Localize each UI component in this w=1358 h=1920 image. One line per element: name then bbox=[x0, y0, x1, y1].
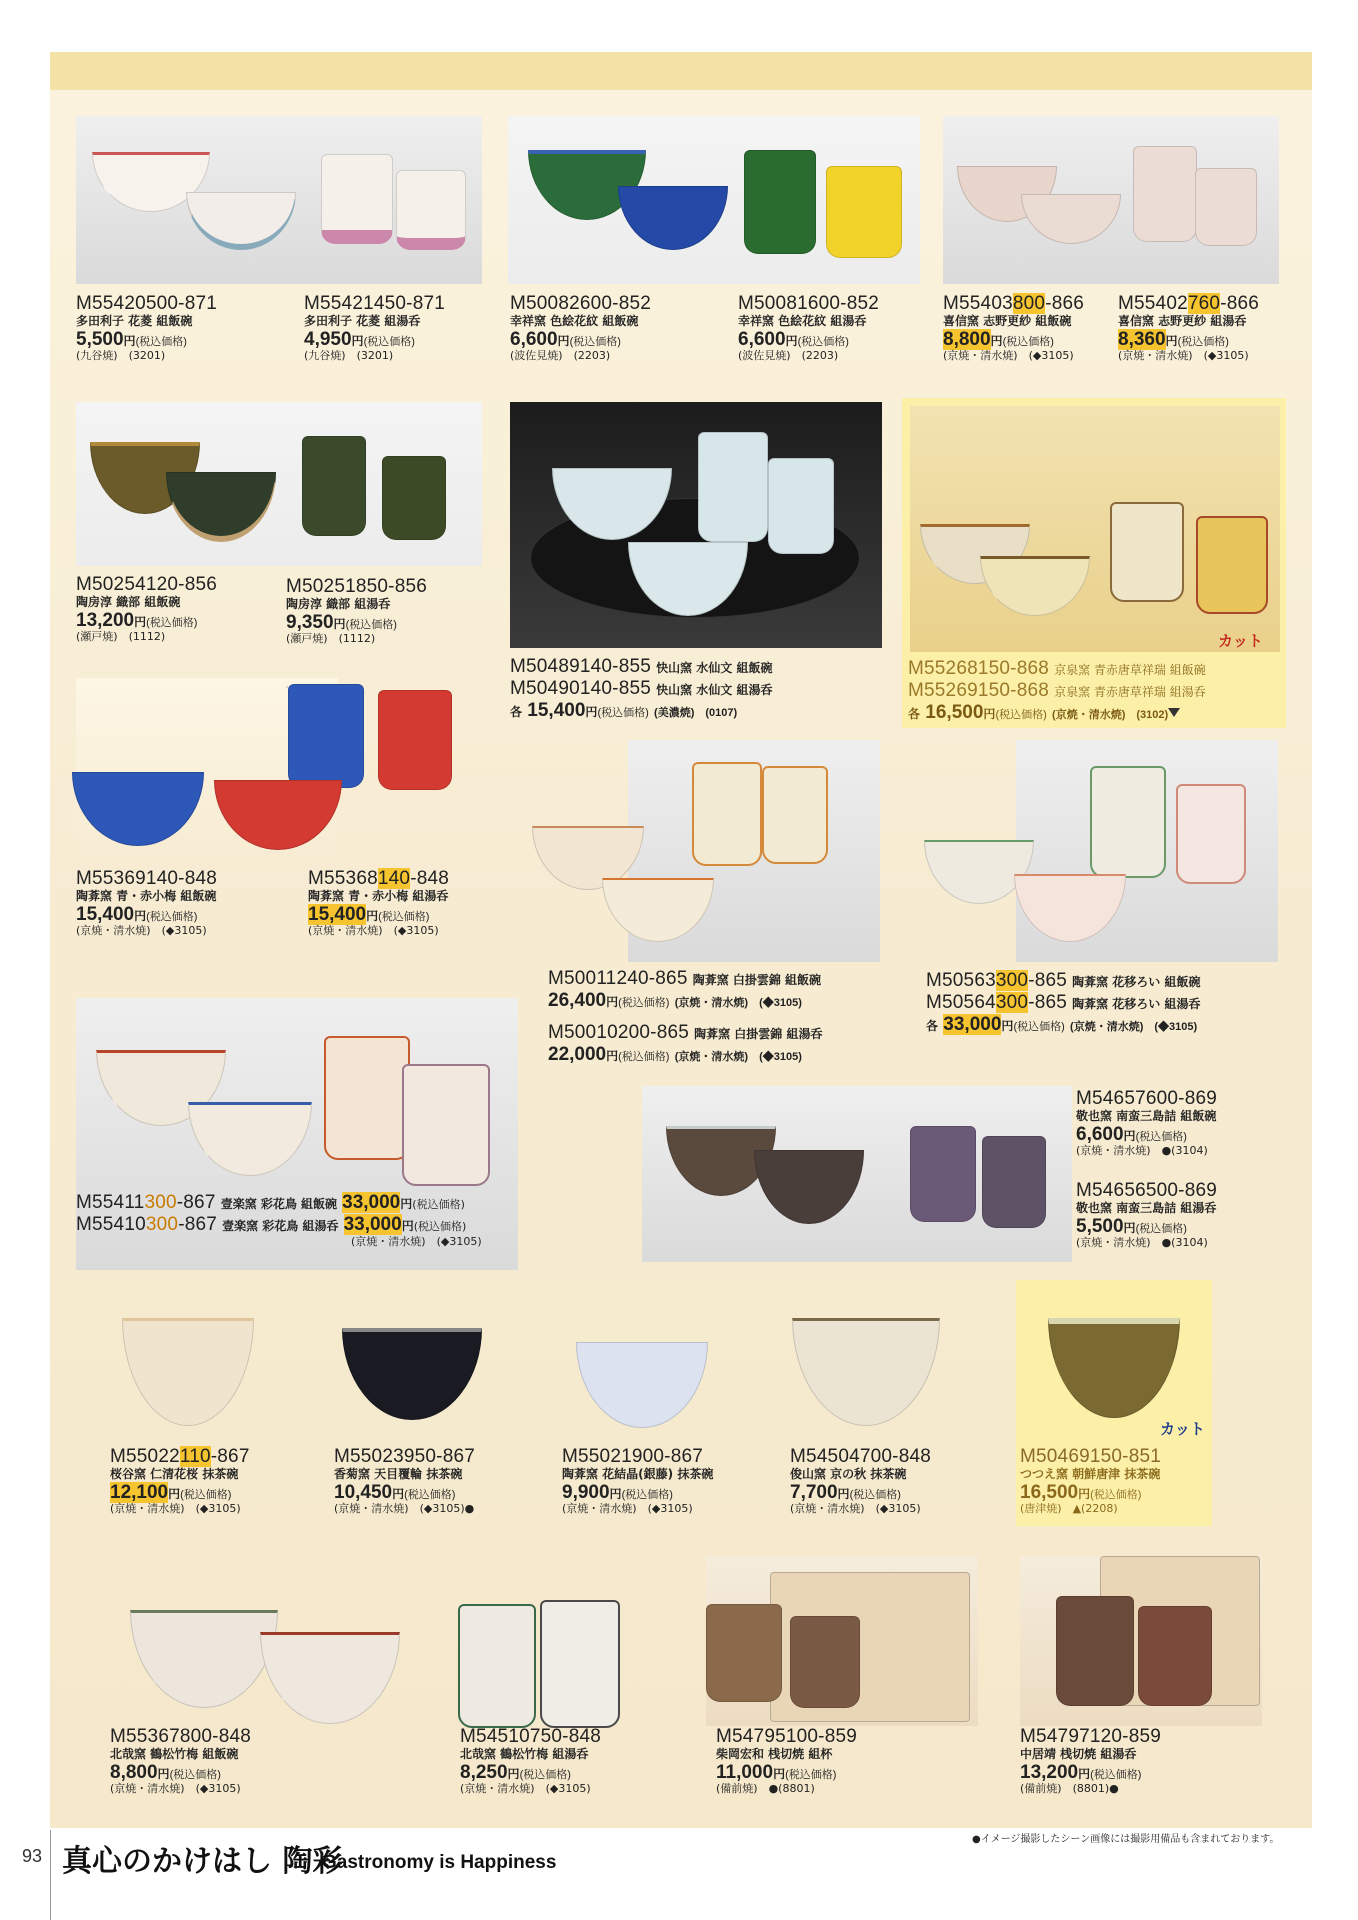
product-M55421450: M55421450-871 多田利子 花菱 組湯呑 4,950円(税込価格) (九谷焼) (3201) bbox=[304, 293, 445, 363]
product-M50254120: M50254120-856 陶房淳 織部 組飯碗 13,200円(税込価格) (瀬戸焼) (1112) bbox=[76, 574, 217, 644]
product-M55268150-set: M55268150-868 京泉窯 青赤唐草祥瑞 組飯碗 M55269150-868 京泉窯 青赤唐草祥瑞 組湯呑 各 16,500円(税込価格) (京焼・清水焼) (3102) bbox=[908, 658, 1206, 723]
product-origin: (瀬戸焼) (1112) bbox=[286, 632, 376, 646]
product-price: 13,200 bbox=[76, 609, 135, 631]
product-price: 8,800 bbox=[943, 328, 991, 350]
product-origin: (瀬戸焼) (1112) bbox=[76, 630, 166, 644]
product-origin: (京焼・清水焼) (◆3105) bbox=[76, 924, 207, 938]
product-code: M50489140-855 bbox=[510, 656, 651, 677]
product-name: 多田利子 花菱 組湯呑 bbox=[304, 313, 421, 328]
product-code: M55268150-868 bbox=[908, 658, 1049, 679]
product-code: M55368140-848 bbox=[308, 868, 450, 889]
product-code: M54657600-869 bbox=[1076, 1088, 1217, 1109]
product-name: 幸祥窯 色絵花紋 組湯呑 bbox=[738, 313, 867, 328]
product-name: 陶葊窯 花結晶(銀藤) 抹茶碗 bbox=[562, 1466, 714, 1481]
product-price: 26,400 bbox=[548, 989, 607, 1011]
product-M55403800: M55403800-866 喜信窯 志野更紗 組飯碗 8,800円(税込価格) (京焼・清水焼) (◆3105) bbox=[943, 293, 1085, 363]
product-origin: (京焼・清水焼) ●(3104) bbox=[1076, 1236, 1208, 1250]
product-price: 6,600 bbox=[510, 328, 558, 350]
product-code: M50251850-856 bbox=[286, 576, 427, 597]
product-M55367800: M55367800-848 北哉窯 鶴松竹梅 組飯碗 8,800円(税込価格) (京焼・清水焼) (◆3105) bbox=[110, 1726, 251, 1796]
product-M50469150: M50469150-851 つつえ窯 朝鮮唐津 抹茶碗 16,500円(税込価格) (唐津焼) ▲(2208) bbox=[1020, 1446, 1161, 1516]
product-origin: (唐津焼) ▲(2208) bbox=[1020, 1502, 1118, 1516]
product-code: M55402760-866 bbox=[1118, 293, 1260, 314]
product-M55402760: M55402760-866 喜信窯 志野更紗 組湯呑 8,360円(税込価格) (京焼・清水焼) (◆3105) bbox=[1118, 293, 1260, 363]
product-code: M50011240-865 bbox=[548, 968, 688, 989]
product-origin: (京焼・清水焼) (◆3105) bbox=[790, 1502, 921, 1516]
product-code: M55269150-868 bbox=[908, 679, 1049, 701]
product-code: M55421450-871 bbox=[304, 293, 445, 314]
product-name: 桜谷窯 仁清花桜 抹茶碗 bbox=[110, 1466, 239, 1481]
product-photo-suisen bbox=[510, 402, 882, 648]
product-name: 柴岡宏和 桟切焼 組杯 bbox=[716, 1746, 833, 1761]
product-code: M50564300-865 bbox=[926, 991, 1068, 1013]
product-code: M54504700-848 bbox=[790, 1446, 931, 1467]
product-price: 12,100 bbox=[110, 1481, 169, 1503]
product-M50082600: M50082600-852 幸祥窯 色絵花紋 組飯碗 6,600円(税込価格) (波佐見焼) (2203) bbox=[510, 293, 651, 363]
product-code: M55023950-867 bbox=[334, 1446, 475, 1467]
product-code: M50563300-865 bbox=[926, 970, 1068, 991]
product-code: M54797120-859 bbox=[1020, 1726, 1161, 1747]
product-M50563300-set: M50563300-865 陶葊窯 花移ろい 組飯碗 M50564300-865 陶葊窯 花移ろい 組湯呑 各 33,000円(税込価格) (京焼・清水焼) (◆3105) bbox=[926, 970, 1201, 1035]
product-M50489140-set: M50489140-855 快山窯 水仙文 組飯碗 M50490140-855 快山窯 水仙文 組湯呑 各 15,400円(税込価格) (美濃焼) (0107) bbox=[510, 656, 773, 721]
product-M55420500: M55420500-871 多田利子 花菱 組飯碗 5,500円(税込価格) (九谷焼) (3201) bbox=[76, 293, 217, 363]
product-photo-iroe-kamon bbox=[508, 116, 920, 284]
product-origin: (美濃焼) (0107) bbox=[654, 706, 738, 719]
product-name: 陶葊窯 白掛雲錦 組飯碗 bbox=[692, 973, 822, 987]
product-price: 15,400 bbox=[76, 903, 135, 925]
footer-divider bbox=[50, 1830, 51, 1920]
product-price: 15,400 bbox=[527, 699, 586, 721]
product-price: 13,200 bbox=[1020, 1761, 1079, 1783]
product-price: 5,500 bbox=[76, 328, 124, 350]
product-origin: (京焼・清水焼) (3102) bbox=[1052, 708, 1169, 721]
product-name: 敬也窯 南蛮三島詰 組飯碗 bbox=[1076, 1108, 1217, 1123]
product-name: 北哉窯 鶴松竹梅 組飯碗 bbox=[110, 1746, 239, 1761]
product-name: 陶葊窯 花移ろい 組湯呑 bbox=[1072, 996, 1201, 1011]
product-price: 8,800 bbox=[110, 1761, 158, 1783]
product-origin: (京焼・清水焼) (◆3105) bbox=[562, 1502, 693, 1516]
product-M55368140: M55368140-848 陶葊窯 青・赤小梅 組湯呑 15,400円(税込価格) (京焼・清水焼) (◆3105) bbox=[308, 868, 450, 938]
product-code: M50082600-852 bbox=[510, 293, 651, 314]
product-code: M50254120-856 bbox=[76, 574, 217, 595]
product-price: 33,000 bbox=[943, 1013, 1002, 1035]
product-origin: (備前焼) ●(8801) bbox=[716, 1782, 815, 1796]
product-code: M55403800-866 bbox=[943, 293, 1085, 314]
product-price: 10,450 bbox=[334, 1481, 393, 1503]
product-origin: (京焼・清水焼) (◆3105) bbox=[110, 1502, 241, 1516]
product-M54795100: M54795100-859 柴岡宏和 桟切焼 組杯 11,000円(税込価格) (備前焼) ●(8801) bbox=[716, 1726, 857, 1796]
product-name: 陶葊窯 青・赤小梅 組湯呑 bbox=[308, 888, 449, 903]
product-origin: (京焼・清水焼) (◆3105) bbox=[943, 349, 1074, 363]
product-code: M55411300-867 bbox=[76, 1192, 216, 1213]
cut-label: カット bbox=[1218, 632, 1263, 650]
product-origin: (京焼・清水焼) (◆3105) bbox=[460, 1782, 591, 1796]
product-name: 喜信窯 志野更紗 組飯碗 bbox=[943, 313, 1072, 328]
product-M55023950: M55023950-867 香菊窯 天目覆輪 抹茶碗 10,450円(税込価格) (京焼・清水焼) (◆3105)● bbox=[334, 1446, 475, 1516]
cup-kakumatsu-2 bbox=[540, 1600, 620, 1728]
product-code: M50081600-852 bbox=[738, 293, 879, 314]
product-name: 陶葊窯 白掛雲錦 組湯呑 bbox=[694, 1027, 823, 1041]
product-price: 16,500 bbox=[925, 701, 984, 723]
product-code: M55420500-871 bbox=[76, 293, 217, 314]
product-M55369140: M55369140-848 陶葊窯 青・赤小梅 組飯碗 15,400円(税込価格) (京焼・清水焼) (◆3105) bbox=[76, 868, 217, 938]
product-code: M55022110-867 bbox=[110, 1446, 250, 1467]
page-number: 93 bbox=[22, 1846, 43, 1866]
product-price: 9,900 bbox=[562, 1481, 610, 1503]
product-origin: (京焼・清水焼) (◆3105)● bbox=[334, 1502, 475, 1516]
product-name: 快山窯 水仙文 組湯呑 bbox=[656, 682, 773, 697]
product-price: 7,700 bbox=[790, 1481, 838, 1503]
product-name: 陶房淳 織部 組湯呑 bbox=[286, 596, 391, 611]
header-band bbox=[50, 52, 1312, 90]
product-photo-sangiri-hai bbox=[706, 1556, 978, 1726]
product-price: 6,600 bbox=[1076, 1123, 1124, 1145]
product-name: 快山窯 水仙文 組飯碗 bbox=[656, 661, 773, 675]
product-name: 敬也窯 南蛮三島詰 組湯呑 bbox=[1076, 1200, 1217, 1215]
product-M50251850: M50251850-856 陶房淳 織部 組湯呑 9,350円(税込価格) (瀬戸焼) (1112) bbox=[286, 576, 427, 646]
product-origin: (京焼・清水焼) (◆3105) bbox=[308, 924, 439, 938]
product-origin: (京焼・清水焼) (◆3105) bbox=[110, 1782, 241, 1796]
product-M54504700: M54504700-848 俊山窯 京の秋 抹茶碗 7,700円(税込価格) (京焼・清水焼) (◆3105) bbox=[790, 1446, 931, 1516]
product-code: M50010200-865 bbox=[548, 1022, 689, 1043]
product-name: 北哉窯 鶴松竹梅 組湯呑 bbox=[460, 1746, 589, 1761]
product-price: 8,250 bbox=[460, 1761, 508, 1783]
product-name: 陶房淳 織部 組飯碗 bbox=[76, 594, 181, 609]
product-name: 壹楽窯 彩花鳥 組湯呑 bbox=[222, 1218, 339, 1233]
tagline: Gastronomy is Happiness bbox=[322, 1852, 557, 1873]
product-code: M54510750-848 bbox=[460, 1726, 601, 1747]
product-name: 香菊窯 天目覆輪 抹茶碗 bbox=[334, 1466, 463, 1481]
product-M54657600: M54657600-869 敬也窯 南蛮三島詰 組飯碗 6,600円(税込価格) (京焼・清水焼) ●(3104) bbox=[1076, 1088, 1217, 1158]
triangle-down-icon bbox=[1168, 708, 1180, 717]
product-code: M55367800-848 bbox=[110, 1726, 251, 1747]
product-code: M54795100-859 bbox=[716, 1726, 857, 1747]
cut-label: カット bbox=[1160, 1420, 1205, 1438]
product-name: 俊山窯 京の秋 抹茶碗 bbox=[790, 1466, 907, 1481]
product-price: 16,500 bbox=[1020, 1481, 1079, 1503]
product-price: 33,000 bbox=[342, 1192, 401, 1213]
product-origin: (京焼・清水焼) (◆3105) bbox=[674, 1050, 802, 1063]
product-M55411300-set: M55411300-867 壹楽窯 彩花鳥 組飯碗 33,000円(税込価格) M55410300-867 壹楽窯 彩花鳥 組湯呑 33,000円(税込価格) (京焼・清水焼) (◆3105) bbox=[76, 1192, 482, 1248]
product-price: 11,000 bbox=[716, 1761, 774, 1783]
cup-red-plum bbox=[378, 690, 452, 790]
product-name: 陶葊窯 花移ろい 組飯碗 bbox=[1072, 975, 1201, 989]
product-price: 6,600 bbox=[738, 328, 786, 350]
product-name: 喜信窯 志野更紗 組湯呑 bbox=[1118, 313, 1247, 328]
product-M54797120: M54797120-859 中居靖 桟切焼 組湯呑 13,200円(税込価格) (備前焼) (8801)● bbox=[1020, 1726, 1161, 1796]
product-M50011240: M50011240-865 陶葊窯 白掛雲錦 組飯碗 26,400円(税込価格) (京焼・清水焼) (◆3105) bbox=[548, 968, 822, 1011]
product-name: 陶葊窯 青・赤小梅 組飯碗 bbox=[76, 888, 217, 903]
product-photo-nanban-mishima bbox=[642, 1086, 1072, 1262]
product-name: 壹楽窯 彩花鳥 組飯碗 bbox=[220, 1197, 338, 1211]
product-origin: (波佐見焼) (2203) bbox=[738, 349, 839, 363]
product-origin: (京焼・清水焼) ●(3104) bbox=[1076, 1144, 1208, 1158]
product-origin: (京焼・清水焼) (◆3105) bbox=[351, 1234, 482, 1248]
product-price: 22,000 bbox=[548, 1043, 607, 1065]
product-photo-shino-sarasa bbox=[943, 116, 1279, 284]
product-code: M55369140-848 bbox=[76, 868, 217, 889]
product-code: M55410300-867 bbox=[76, 1213, 218, 1235]
product-origin: (京焼・清水焼) (◆3105) bbox=[1070, 1020, 1198, 1033]
product-code: M50469150-851 bbox=[1020, 1446, 1161, 1467]
product-name: 中居靖 桟切焼 組湯呑 bbox=[1020, 1746, 1137, 1761]
product-M55021900: M55021900-867 陶葊窯 花結晶(銀藤) 抹茶碗 9,900円(税込価格) (京焼・清水焼) (◆3105) bbox=[562, 1446, 714, 1516]
product-name: 多田利子 花菱 組飯碗 bbox=[76, 313, 193, 328]
product-photo-sangiri-yunomi bbox=[1020, 1556, 1262, 1726]
product-price: 8,360 bbox=[1118, 328, 1166, 350]
product-code: M54656500-869 bbox=[1076, 1180, 1217, 1201]
product-M55022110: M55022110-867 桜谷窯 仁清花桜 抹茶碗 12,100円(税込価格) (京焼・清水焼) (◆3105) bbox=[110, 1446, 250, 1516]
product-origin: (京焼・清水焼) (◆3105) bbox=[1118, 349, 1249, 363]
product-code: M55021900-867 bbox=[562, 1446, 703, 1467]
product-photo-hanabishi bbox=[76, 116, 482, 284]
product-price: 33,000 bbox=[343, 1213, 402, 1235]
product-origin: (京焼・清水焼) (◆3105) bbox=[674, 996, 802, 1009]
product-price: 4,950 bbox=[304, 328, 352, 350]
cup-kakumatsu-1 bbox=[458, 1604, 536, 1728]
product-price: 9,350 bbox=[286, 611, 334, 633]
product-name: つつえ窯 朝鮮唐津 抹茶碗 bbox=[1020, 1466, 1161, 1481]
product-origin: (九谷焼) (3201) bbox=[304, 349, 394, 363]
product-price: 15,400 bbox=[308, 903, 367, 925]
product-origin: (波佐見焼) (2203) bbox=[510, 349, 611, 363]
product-origin: (九谷焼) (3201) bbox=[76, 349, 166, 363]
product-name: 京泉窯 青赤唐草祥瑞 組湯呑 bbox=[1054, 684, 1206, 699]
cup-blue-plum bbox=[288, 684, 364, 788]
product-name: 京泉窯 青赤唐草祥瑞 組飯碗 bbox=[1054, 663, 1206, 677]
footer-note: ●イメージ撮影したシーン画像には撮影用備品も含まれております。 bbox=[972, 1834, 1280, 1845]
product-M54656500: M54656500-869 敬也窯 南蛮三島詰 組湯呑 5,500円(税込価格) (京焼・清水焼) ●(3104) bbox=[1076, 1180, 1217, 1250]
product-photo-oribe bbox=[76, 402, 482, 566]
product-origin: (備前焼) (8801)● bbox=[1020, 1782, 1119, 1796]
product-code: M50490140-855 bbox=[510, 677, 651, 699]
product-photo-karakusa bbox=[910, 406, 1280, 652]
product-M50081600: M50081600-852 幸祥窯 色絵花紋 組湯呑 6,600円(税込価格) (波佐見焼) (2203) bbox=[738, 293, 879, 363]
brand-logo: 真心のかけはし 陶彩 bbox=[62, 1844, 343, 1879]
product-name: 幸祥窯 色絵花紋 組飯碗 bbox=[510, 313, 639, 328]
product-M50010200: M50010200-865 陶葊窯 白掛雲錦 組湯呑 22,000円(税込価格) (京焼・清水焼) (◆3105) bbox=[548, 1022, 823, 1065]
product-price: 5,500 bbox=[1076, 1215, 1124, 1237]
product-M54510750: M54510750-848 北哉窯 鶴松竹梅 組湯呑 8,250円(税込価格) (京焼・清水焼) (◆3105) bbox=[460, 1726, 601, 1796]
